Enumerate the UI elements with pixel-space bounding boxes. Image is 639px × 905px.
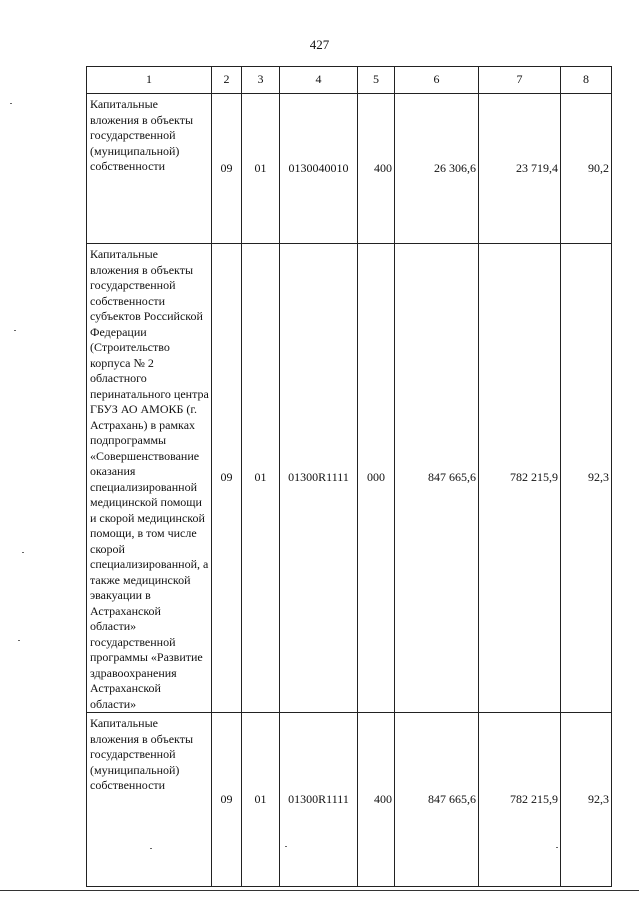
column-header: 6 <box>395 67 479 94</box>
table-row <box>87 94 612 244</box>
scan-speck <box>285 846 287 847</box>
scan-speck <box>556 847 558 848</box>
cell-planned: 26 306,6 <box>395 94 479 244</box>
scan-speck <box>150 848 152 849</box>
table-row <box>87 244 612 713</box>
row-description: Капитальные вложения в объекты государственной собственности субъектов Российской Федерации (Строительство корпуса № 2 областного перинатального центра ГБУЗ АО АМОКБ (г. Астрахань) в рамках подпрограммы «Совершенствование оказания специализированной медицинской помощи и скорой медицинской помощи, в том числе скорой специализированной, а также медицинской эвакуации в Астраханской области» государственной программы «Развитие здравоохранения Астраханской области» <box>87 244 212 713</box>
cell-section: 09 <box>212 94 242 244</box>
budget-table <box>86 66 612 887</box>
table-header-row <box>87 67 612 94</box>
scan-edge-line <box>0 890 639 891</box>
scan-speck <box>14 330 16 331</box>
scan-speck <box>10 103 12 104</box>
cell-percent: 92,3 <box>561 713 612 887</box>
cell-target-article: 01300R1111 <box>280 713 358 887</box>
cell-expense-type: 000 <box>358 244 395 713</box>
scan-speck <box>18 640 20 641</box>
page-number: 427 <box>309 37 330 52</box>
cell-target-article: 01300R1111 <box>280 244 358 713</box>
cell-subsection: 01 <box>242 713 280 887</box>
cell-executed: 782 215,9 <box>479 713 561 887</box>
column-header: 4 <box>280 67 358 94</box>
cell-executed: 782 215,9 <box>479 244 561 713</box>
cell-expense-type: 400 <box>358 94 395 244</box>
column-header: 7 <box>479 67 561 94</box>
column-header: 5 <box>358 67 395 94</box>
column-header: 3 <box>242 67 280 94</box>
cell-percent: 90,2 <box>561 94 612 244</box>
column-header: 1 <box>87 67 212 94</box>
cell-subsection: 01 <box>242 94 280 244</box>
cell-section: 09 <box>212 244 242 713</box>
column-header: 2 <box>212 67 242 94</box>
cell-planned: 847 665,6 <box>395 713 479 887</box>
cell-percent: 92,3 <box>561 244 612 713</box>
table-row <box>87 713 612 887</box>
row-description: Капитальные вложения в объекты государственной (муниципальной) собственности <box>87 713 212 887</box>
cell-subsection: 01 <box>242 244 280 713</box>
cell-section: 09 <box>212 713 242 887</box>
cell-target-article: 0130040010 <box>280 94 358 244</box>
row-description: Капитальные вложения в объекты государственной (муниципальной) собственности <box>87 94 212 244</box>
scan-speck <box>22 552 24 553</box>
cell-planned: 847 665,6 <box>395 244 479 713</box>
column-header: 8 <box>561 67 612 94</box>
cell-executed: 23 719,4 <box>479 94 561 244</box>
cell-expense-type: 400 <box>358 713 395 887</box>
